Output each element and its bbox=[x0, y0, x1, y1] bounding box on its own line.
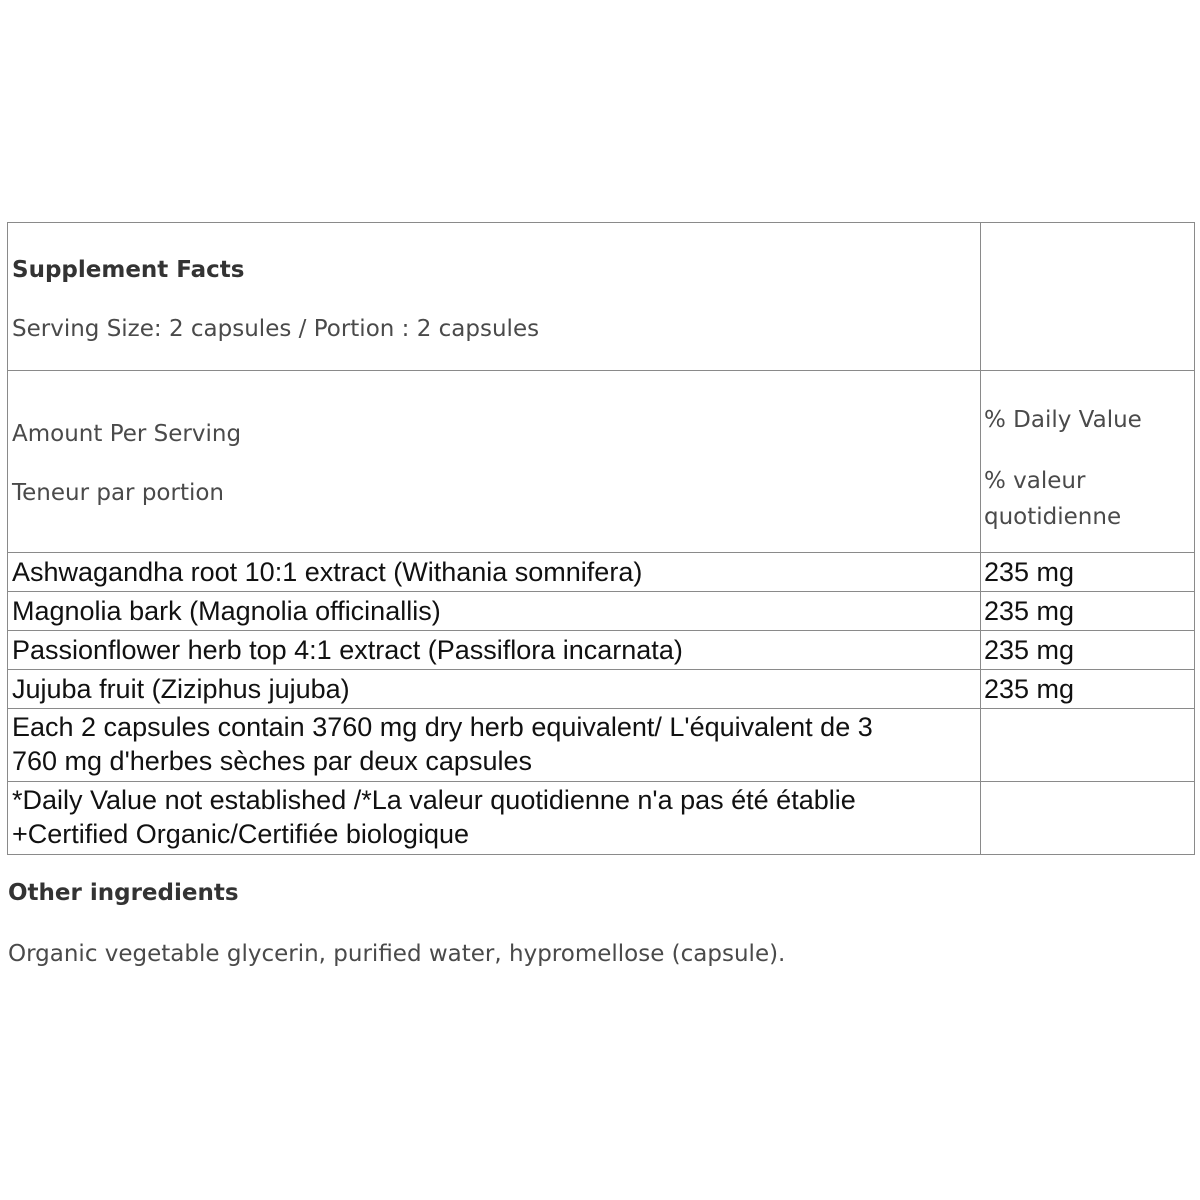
ingredient-name: Passionflower herb top 4:1 extract (Passiflora incarnata) bbox=[8, 631, 981, 670]
amount-header-row bbox=[8, 371, 1195, 553]
supplement-facts-table bbox=[7, 222, 1195, 855]
facts-header-cell bbox=[8, 223, 981, 371]
note-empty-cell bbox=[981, 782, 1195, 855]
note-row bbox=[8, 782, 1195, 855]
daily-value-fr-line1: % valeur bbox=[984, 468, 1086, 494]
daily-value-fr-line2: quotidienne bbox=[984, 504, 1122, 530]
facts-title: Supplement Facts bbox=[12, 257, 245, 283]
note-line: 760 mg d'herbes sèches par deux capsules bbox=[12, 746, 532, 776]
serving-size: Serving Size: 2 capsules / Portion : 2 capsules bbox=[12, 316, 540, 342]
ingredient-amount: 235 mg bbox=[981, 670, 1195, 709]
ingredient-row bbox=[8, 592, 1195, 631]
facts-header-empty-cell bbox=[981, 223, 1195, 371]
facts-header-row bbox=[8, 223, 1195, 371]
ingredient-row bbox=[8, 553, 1195, 592]
other-ingredients-text: Organic vegetable glycerin, purified water, hypromellose (capsule). bbox=[8, 941, 786, 967]
note-row bbox=[8, 709, 1195, 782]
note-text bbox=[8, 709, 981, 782]
ingredient-row bbox=[8, 631, 1195, 670]
amount-per-serving-en: Amount Per Serving bbox=[12, 421, 242, 447]
amount-per-serving-fr: Teneur par portion bbox=[12, 480, 225, 506]
note-line: *Daily Value not established /*La valeur quotidienne n'a pas été établie bbox=[12, 785, 856, 815]
note-text bbox=[8, 782, 981, 855]
note-line: Each 2 capsules contain 3760 mg dry herb equivalent/ L'équivalent de 3 bbox=[12, 712, 873, 742]
ingredient-name: Magnolia bark (Magnolia officinallis) bbox=[8, 592, 981, 631]
daily-value-en: % Daily Value bbox=[984, 407, 1142, 433]
note-empty-cell bbox=[981, 709, 1195, 782]
other-ingredients-title: Other ingredients bbox=[8, 880, 239, 906]
amount-per-serving-cell bbox=[8, 371, 981, 553]
ingredient-row bbox=[8, 670, 1195, 709]
daily-value-cell bbox=[981, 371, 1195, 553]
ingredient-name: Ashwagandha root 10:1 extract (Withania somnifera) bbox=[8, 553, 981, 592]
ingredient-amount: 235 mg bbox=[981, 553, 1195, 592]
ingredient-amount: 235 mg bbox=[981, 631, 1195, 670]
ingredient-amount: 235 mg bbox=[981, 592, 1195, 631]
note-line: +Certified Organic/Certifiée biologique bbox=[12, 819, 469, 849]
ingredient-name: Jujuba fruit (Ziziphus jujuba) bbox=[8, 670, 981, 709]
